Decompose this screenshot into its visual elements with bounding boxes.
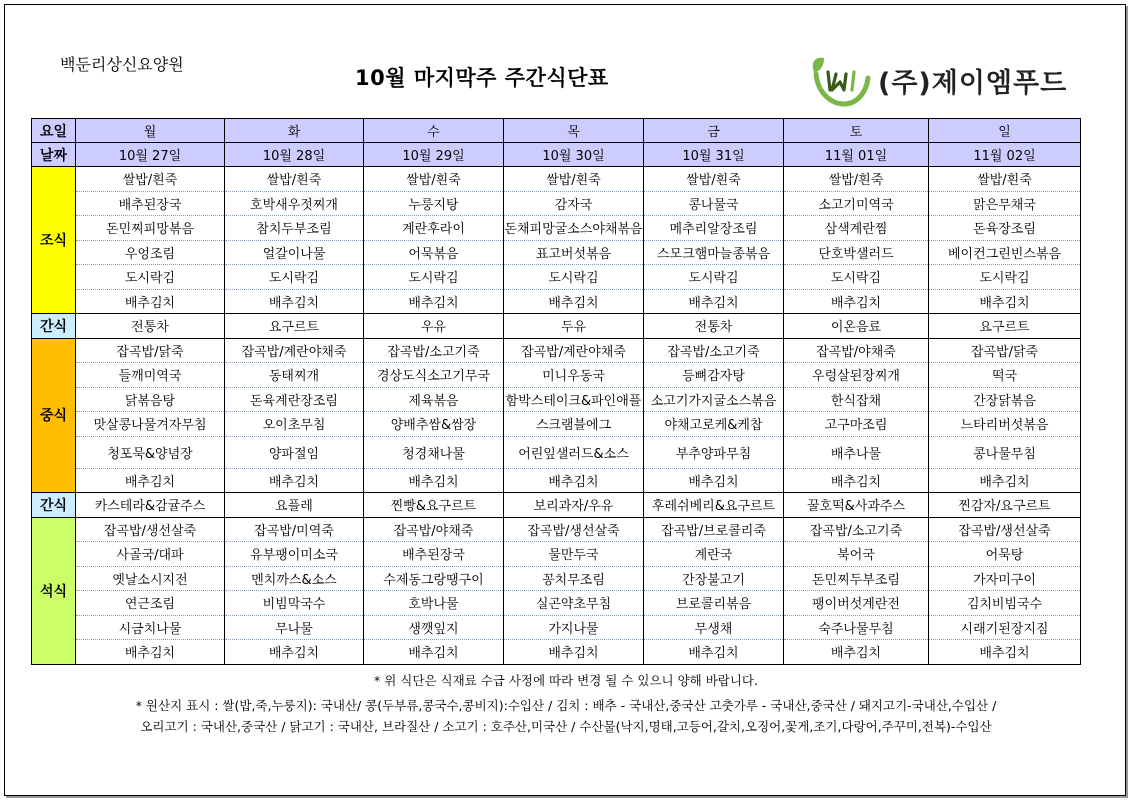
table-row [32, 119, 1081, 143]
menu-item: 누룽지탕 [364, 191, 504, 216]
day-header: 일 [929, 119, 1081, 143]
lunch-label: 중식 [32, 338, 76, 493]
date-header: 10월 28일 [225, 143, 364, 167]
menu-item: 느타리버섯볶음 [929, 412, 1081, 437]
menu-item: 배추김치 [784, 289, 929, 314]
menu-item: 가지나물 [504, 615, 644, 640]
menu-item: 쌀밥/흰죽 [929, 167, 1081, 192]
menu-item: 시래기된장지짐 [929, 615, 1081, 640]
menu-item: 맑은무채국 [929, 191, 1081, 216]
menu-item: 간장불고기 [644, 566, 784, 591]
date-header: 11월 01일 [784, 143, 929, 167]
menu-item: 베이컨그린빈스볶음 [929, 240, 1081, 265]
table-row [32, 436, 1081, 468]
table-row [32, 363, 1081, 388]
menu-item: 돈육계란장조림 [225, 387, 364, 412]
menu-item: 우엉조림 [76, 240, 225, 265]
origin-notice-line2: 오리고기 : 국내산,중국산 / 닭고기 : 국내산, 브라질산 / 소고기 : 호주산,미국산 / 수산물(낙지,명태,고등어,갈치,오징어,꽃게,조기,다랑어,주꾸미,전복)-수입산 [140, 719, 992, 734]
menu-item: 표고버섯볶음 [504, 240, 644, 265]
menu-item: 유부팽이미소국 [225, 542, 364, 567]
table-row [32, 412, 1081, 437]
menu-item: 잡곡밥/야채죽 [364, 517, 504, 542]
menu-item: 물만두국 [504, 542, 644, 567]
menu-item: 브로콜리볶음 [644, 591, 784, 616]
table-row [32, 517, 1081, 542]
menu-item: 배추김치 [784, 468, 929, 493]
table-row [32, 615, 1081, 640]
date-header: 10월 30일 [504, 143, 644, 167]
menu-item: 돈채피망굴소스야채볶음 [504, 216, 644, 241]
table-row [32, 387, 1081, 412]
menu-item: 배추김치 [364, 640, 504, 665]
table-row [32, 216, 1081, 241]
day-header: 금 [644, 119, 784, 143]
menu-item: 배추된장국 [364, 542, 504, 567]
table-row [32, 566, 1081, 591]
day-header: 월 [76, 119, 225, 143]
menu-item: 삼색계란찜 [784, 216, 929, 241]
org-name: 백둔리상신요양원 [60, 55, 184, 74]
menu-item: 도시락김 [929, 265, 1081, 290]
menu-item: 배추김치 [929, 289, 1081, 314]
table-row [32, 338, 1081, 363]
menu-item: 스모크햄마늘종볶음 [644, 240, 784, 265]
menu-item: 도시락김 [644, 265, 784, 290]
menu-item: 배추김치 [76, 289, 225, 314]
menu-item: 고구마조림 [784, 412, 929, 437]
menu-item: 잡곡밥/소고기죽 [784, 517, 929, 542]
menu-item: 도시락김 [76, 265, 225, 290]
menu-item: 팽이버섯계란전 [784, 591, 929, 616]
menu-item: 도시락김 [225, 265, 364, 290]
menu-item: 김치비빔국수 [929, 591, 1081, 616]
snack-item: 찐감자/요구르트 [929, 493, 1081, 518]
page-title: 10월 마지막주 주간식단표 [355, 66, 609, 90]
menu-item: 쌀밥/흰죽 [364, 167, 504, 192]
menu-item: 꽁치무조림 [504, 566, 644, 591]
day-header: 토 [784, 119, 929, 143]
menu-item: 배추김치 [225, 640, 364, 665]
menu-item: 연근조림 [76, 591, 225, 616]
menu-item: 잡곡밥/닭죽 [929, 338, 1081, 363]
menu-item: 잡곡밥/야채죽 [784, 338, 929, 363]
menu-item: 배추김치 [644, 289, 784, 314]
menu-item: 잡곡밥/닭죽 [76, 338, 225, 363]
menu-item: 도시락김 [364, 265, 504, 290]
menu-item: 경상도식소고기무국 [364, 363, 504, 388]
day-header: 수 [364, 119, 504, 143]
table-row [32, 191, 1081, 216]
menu-item: 배추된장국 [76, 191, 225, 216]
breakfast-label: 조식 [32, 167, 76, 314]
menu-item: 수제동그랑땡구이 [364, 566, 504, 591]
menu-item: 닭볶음탕 [76, 387, 225, 412]
menu-item: 양배추쌈&쌈장 [364, 412, 504, 437]
menu-item: 돈육장조림 [929, 216, 1081, 241]
menu-item: 배추김치 [76, 640, 225, 665]
day-header: 화 [225, 119, 364, 143]
menu-item: 북어국 [784, 542, 929, 567]
menu-item: 도시락김 [504, 265, 644, 290]
table-row [32, 167, 1081, 192]
snack-item: 전통차 [76, 314, 225, 339]
menu-item: 배추김치 [225, 468, 364, 493]
menu-item: 배추김치 [929, 468, 1081, 493]
table-row [32, 468, 1081, 493]
menu-item: 야채고로케&케찹 [644, 412, 784, 437]
menu-item: 단호박샐러드 [784, 240, 929, 265]
menu-item: 양파절임 [225, 436, 364, 468]
table-row [32, 143, 1081, 167]
menu-item: 우렁살된장찌개 [784, 363, 929, 388]
menu-item: 어린잎샐러드&소스 [504, 436, 644, 468]
origin-notice-line1: * 원산지 표시 : 쌀(밥,죽,누룽지): 국내산/ 콩(두부류,콩국수,콩비지):수입산 / 김치 : 배추 - 국내산,중국산 고춧가루 - 국내산,중국산 / 돼지고기-국내산,수입산 / [135, 698, 997, 713]
menu-item: 잡곡밥/소고기죽 [364, 338, 504, 363]
menu-item: 비빔막국수 [225, 591, 364, 616]
table-row [32, 493, 1081, 518]
menu-item: 배추김치 [504, 468, 644, 493]
menu-item: 쌀밥/흰죽 [225, 167, 364, 192]
menu-item: 어묵탕 [929, 542, 1081, 567]
table-row [32, 542, 1081, 567]
weekly-menu-table [31, 118, 1081, 665]
menu-item: 사골국/대파 [76, 542, 225, 567]
company-name: (주)제이엠푸드 [878, 67, 1068, 99]
menu-item: 배추김치 [644, 640, 784, 665]
snack-item: 보리과자/우유 [504, 493, 644, 518]
menu-item: 배추김치 [364, 468, 504, 493]
table-row [32, 591, 1081, 616]
date-header: 11월 02일 [929, 143, 1081, 167]
menu-item: 실곤약초무침 [504, 591, 644, 616]
menu-item: 잡곡밥/소고기죽 [644, 338, 784, 363]
menu-item: 청경채나물 [364, 436, 504, 468]
menu-item: 소고기가지굴소스볶음 [644, 387, 784, 412]
snack-item: 요구르트 [929, 314, 1081, 339]
table-row [32, 265, 1081, 290]
menu-item: 배추김치 [784, 640, 929, 665]
menu-item: 배추김치 [76, 468, 225, 493]
snack-item: 찐빵&요구르트 [364, 493, 504, 518]
menu-item: 잡곡밥/브로콜리죽 [644, 517, 784, 542]
menu-item: 간장닭볶음 [929, 387, 1081, 412]
menu-item: 등뼈감자탕 [644, 363, 784, 388]
menu-item: 돈민찌두부조림 [784, 566, 929, 591]
menu-item: 소고기미역국 [784, 191, 929, 216]
menu-item: 무나물 [225, 615, 364, 640]
menu-item: 잡곡밥/미역죽 [225, 517, 364, 542]
menu-item: 쌀밥/흰죽 [784, 167, 929, 192]
menu-item: 배추김치 [504, 289, 644, 314]
snack-item: 카스테라&감귤주스 [76, 493, 225, 518]
menu-item: 청포묵&양념장 [76, 436, 225, 468]
menu-item: 참치두부조림 [225, 216, 364, 241]
day-header-label: 요일 [32, 119, 76, 143]
menu-item: 배추김치 [504, 640, 644, 665]
menu-item: 들깨미역국 [76, 363, 225, 388]
menu-item: 잡곡밥/계란야채죽 [225, 338, 364, 363]
menu-item: 계란국 [644, 542, 784, 567]
date-header: 10월 29일 [364, 143, 504, 167]
menu-item: 쌀밥/흰죽 [644, 167, 784, 192]
date-header: 10월 27일 [76, 143, 225, 167]
table-row [32, 289, 1081, 314]
menu-item: 배추김치 [644, 468, 784, 493]
snack-item: 전통차 [644, 314, 784, 339]
menu-item: 스크램블에그 [504, 412, 644, 437]
menu-item: 함박스테이크&파인애플 [504, 387, 644, 412]
snack-item: 두유 [504, 314, 644, 339]
menu-item: 제육볶음 [364, 387, 504, 412]
menu-item: 돈민찌피망볶음 [76, 216, 225, 241]
menu-item: 맛살콩나물겨자무침 [76, 412, 225, 437]
menu-item: 도시락김 [784, 265, 929, 290]
snack-item: 요플레 [225, 493, 364, 518]
snack-label: 간식 [32, 493, 76, 518]
company-logo [808, 52, 1067, 108]
menu-item: 배추김치 [225, 289, 364, 314]
menu-item: 옛날소시지전 [76, 566, 225, 591]
table-row [32, 314, 1081, 339]
menu-item: 동태찌개 [225, 363, 364, 388]
menu-item: 쌀밥/흰죽 [504, 167, 644, 192]
dinner-label: 석식 [32, 517, 76, 664]
date-header: 10월 31일 [644, 143, 784, 167]
table-row [32, 240, 1081, 265]
menu-item: 부추양파무침 [644, 436, 784, 468]
menu-item: 잡곡밥/생선살죽 [504, 517, 644, 542]
snack-item: 우유 [364, 314, 504, 339]
menu-item: 시금치나물 [76, 615, 225, 640]
menu-item: 잡곡밥/생선살죽 [76, 517, 225, 542]
menu-item: 무생채 [644, 615, 784, 640]
menu-item: 콩나물무침 [929, 436, 1081, 468]
menu-item: 오이초무침 [225, 412, 364, 437]
menu-item: 얼갈이나물 [225, 240, 364, 265]
menu-item: 가자미구이 [929, 566, 1081, 591]
change-notice: * 위 식단은 식재료 수급 사정에 따라 변경 될 수 있으니 양해 바랍니다. [374, 673, 758, 688]
menu-item: 숙주나물무침 [784, 615, 929, 640]
menu-item: 잡곡밥/계란야채죽 [504, 338, 644, 363]
menu-item: 배추김치 [364, 289, 504, 314]
menu-item: 호박나물 [364, 591, 504, 616]
date-header-label: 날짜 [32, 143, 76, 167]
menu-item: 미니우동국 [504, 363, 644, 388]
snack-label: 간식 [32, 314, 76, 339]
snack-item: 꿀호떡&사과주스 [784, 493, 929, 518]
menu-item: 한식잡채 [784, 387, 929, 412]
snack-item: 요구르트 [225, 314, 364, 339]
menu-item: 떡국 [929, 363, 1081, 388]
menu-item: 배추나물 [784, 436, 929, 468]
menu-item: 호박새우젓찌개 [225, 191, 364, 216]
menu-item: 멘치까스&소스 [225, 566, 364, 591]
table-row [32, 640, 1081, 665]
menu-item: 배추김치 [929, 640, 1081, 665]
day-header: 목 [504, 119, 644, 143]
menu-item: 계란후라이 [364, 216, 504, 241]
menu-item: 메추리알장조림 [644, 216, 784, 241]
menu-item: 콩나물국 [644, 191, 784, 216]
menu-item: 감자국 [504, 191, 644, 216]
snack-item: 후레쉬베리&요구르트 [644, 493, 784, 518]
menu-item: 쌀밥/흰죽 [76, 167, 225, 192]
jm-leaf-logo-icon [808, 52, 872, 108]
menu-item: 잡곡밥/생선살죽 [929, 517, 1081, 542]
snack-item: 이온음료 [784, 314, 929, 339]
menu-item: 어묵볶음 [364, 240, 504, 265]
menu-item: 생깻잎지 [364, 615, 504, 640]
